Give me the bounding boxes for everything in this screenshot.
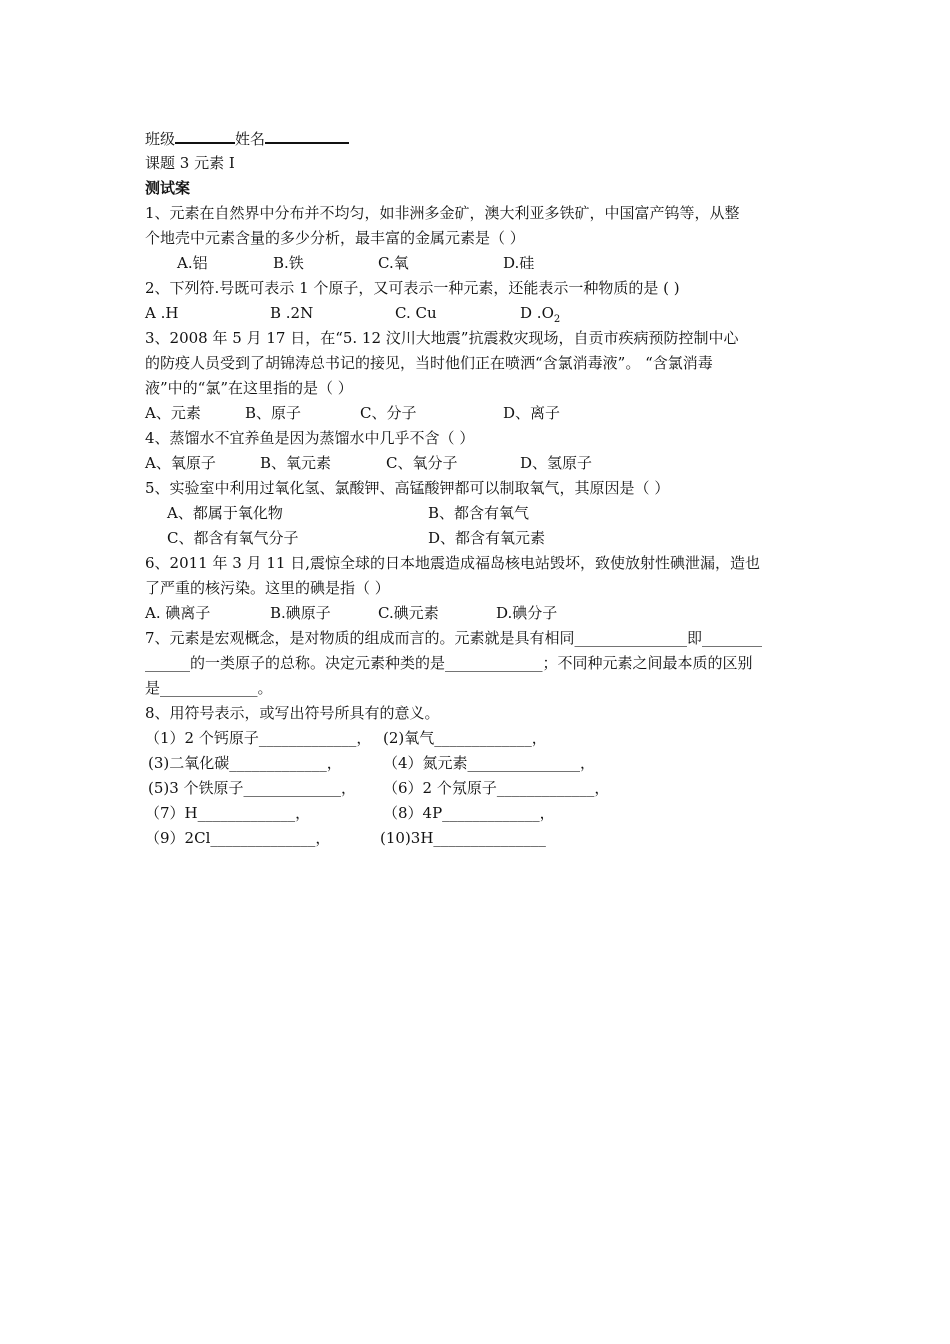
q8-stem: 8、用符号表示，或写出符号所具有的意义。: [145, 704, 440, 722]
name-label: 姓名: [235, 130, 266, 148]
q1-option-b[interactable]: B.铁: [273, 254, 304, 272]
q2-options: [0, 302, 950, 324]
q4-option-d[interactable]: D、氢原子: [520, 454, 593, 472]
q5-option-b[interactable]: B、都含有氧气: [428, 504, 530, 522]
class-label: 班级: [145, 130, 176, 148]
q5-option-c[interactable]: C、都含有氧气分子: [167, 529, 299, 547]
q1-stem-line-2: 个地壳中元素含量的多少分析，最丰富的金属元素是（ ）: [145, 229, 525, 247]
q2-option-d-text: D .O: [520, 304, 554, 322]
q7-line-2: ______的一类原子的总称。决定元素种类的是_____________；不同种元素之间最本质的区别: [145, 654, 753, 672]
q6-option-d[interactable]: D.碘分子: [496, 604, 558, 622]
q3-option-c[interactable]: C、分子: [360, 404, 417, 422]
q4-option-c[interactable]: C、氧分子: [386, 454, 458, 472]
q8-item-5[interactable]: (5)3 个铁原子_____________，: [148, 779, 357, 797]
class-name-line: [145, 127, 349, 149]
q3-option-d[interactable]: D、离子: [503, 404, 561, 422]
q2-option-a[interactable]: A .H: [145, 304, 179, 322]
q1-stem-line-1: 1、元素在自然界中分布并不均匀，如非洲多金矿，澳大利亚多铁矿，中国富产钨等，从整: [145, 204, 740, 222]
q6-option-a[interactable]: A. 碘离子: [145, 604, 211, 622]
lesson-title: 课题 3 元素 I: [145, 154, 235, 172]
name-blank[interactable]: [265, 127, 349, 144]
q8-item-9[interactable]: （9）2Cl______________，: [145, 829, 331, 847]
q3-option-a[interactable]: A、元素: [145, 404, 201, 422]
q6-stem-line-2: 了严重的核污染。这里的碘是指（ ）: [145, 579, 390, 597]
q6-option-c[interactable]: C.碘元素: [378, 604, 439, 622]
q5-options-row-2: [0, 527, 950, 549]
q7-line-3: 是_____________。: [145, 679, 273, 697]
q1-options: [0, 252, 950, 274]
q8-item-8[interactable]: （8）4P_____________，: [383, 804, 555, 822]
q2-option-c[interactable]: C. Cu: [395, 304, 437, 322]
q3-option-b[interactable]: B、原子: [245, 404, 302, 422]
q6-option-b[interactable]: B.碘原子: [270, 604, 331, 622]
q5-option-d[interactable]: D、都含有氧元素: [428, 529, 546, 547]
q3-stem-line-2: 的防疫人员受到了胡锦涛总书记的接见，当时他们正在喷洒“含氯消毒液”。 “含氯消毒: [145, 354, 713, 372]
q8-item-6[interactable]: （6）2 个氖原子_____________，: [383, 779, 610, 797]
q3-options: [0, 402, 950, 424]
q6-stem-line-1: 6、2011 年 3 月 11 日,震惊全球的日本地震造成福岛核电站毁坏，致使放射性碘泄漏，造也: [145, 554, 760, 572]
q4-option-b[interactable]: B、氧元素: [260, 454, 332, 472]
q5-stem: 5、实验室中利用过氧化氢、氯酸钾、高锰酸钾都可以制取氧气，其原因是（ ）: [145, 479, 670, 497]
q7-line-1: 7、元素是宏观概念，是对物质的组成而言的。元素就是具有相同_______________即________: [145, 629, 763, 647]
q8-row-2: [0, 752, 950, 774]
q8-item-3[interactable]: (3)二氧化碳_____________，: [148, 754, 342, 772]
q8-item-2[interactable]: (2)氧气_____________，: [383, 729, 547, 747]
q5-option-a[interactable]: A、都属于氧化物: [167, 504, 283, 522]
q8-row-3: [0, 777, 950, 799]
q4-stem: 4、蒸馏水不宜养鱼是因为蒸馏水中几乎不含（ ）: [145, 429, 475, 447]
q1-option-d[interactable]: D.硅: [503, 254, 535, 272]
q8-row-4: [0, 802, 950, 824]
q1-option-c[interactable]: C.氧: [378, 254, 409, 272]
q5-options-row-1: [0, 502, 950, 524]
q3-stem-line-1: 3、2008 年 5 月 17 日，在“5. 12 汶川大地震”抗震救灾现场，自贡市疾病预防控制中心: [145, 329, 739, 347]
q8-item-7[interactable]: （7）H_____________，: [145, 804, 311, 822]
q2-stem: 2、下列符.号既可表示 1 个原子，又可表示一种元素，还能表示一种物质的是 ( ): [145, 279, 680, 297]
q1-option-a[interactable]: A.铝: [177, 254, 208, 272]
q8-item-1[interactable]: （1）2 个钙原子_____________，: [145, 729, 372, 747]
q8-row-5: [0, 827, 950, 849]
q8-item-4[interactable]: （4）氮元素_______________，: [383, 754, 596, 772]
q3-stem-line-3: 液”中的“氯”在这里指的是（ ）: [145, 379, 353, 397]
q4-option-a[interactable]: A、氧原子: [145, 454, 216, 472]
q6-options: [0, 602, 950, 624]
q4-options: [0, 452, 950, 474]
q2-option-d-subscript: 2: [553, 314, 561, 325]
section-title: 测试案: [145, 179, 191, 197]
q2-option-b[interactable]: B .2N: [270, 304, 314, 322]
q8-row-1: [0, 727, 950, 749]
q8-item-10[interactable]: (10)3H_______________: [380, 829, 546, 847]
class-blank[interactable]: [175, 127, 235, 144]
